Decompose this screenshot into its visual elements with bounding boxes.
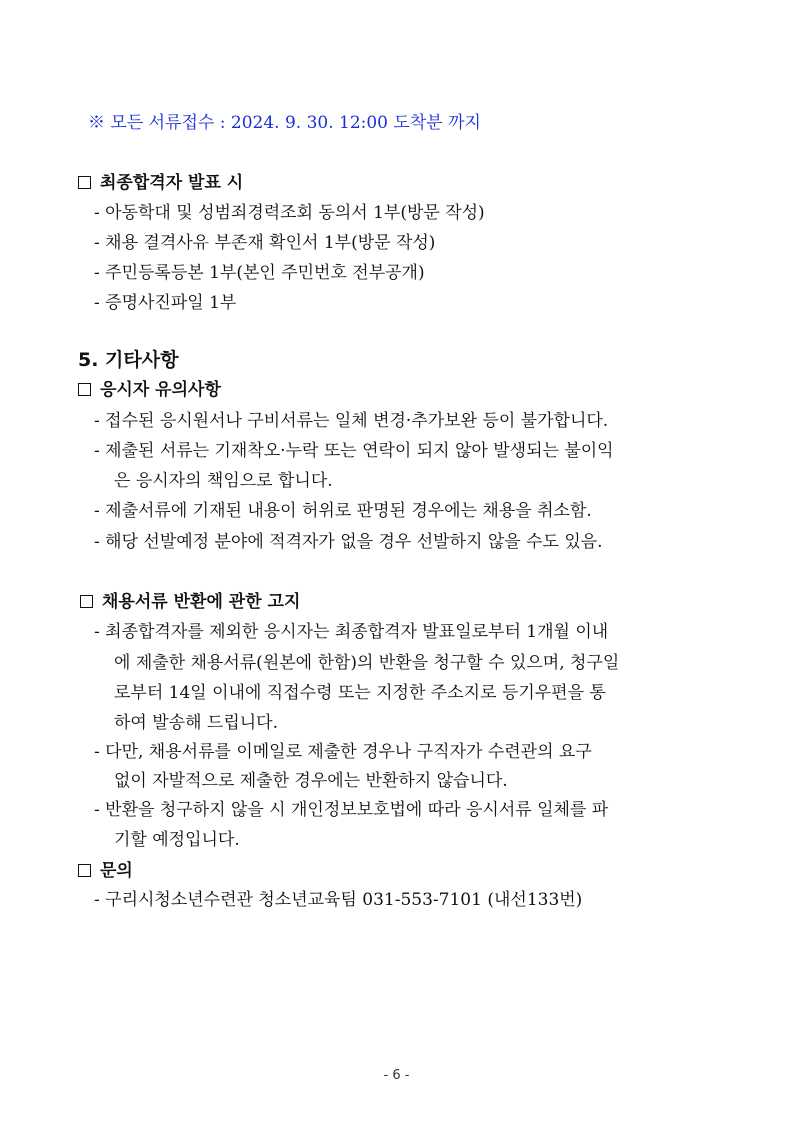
list-item: - 접수된 응시원서나 구비서류는 일체 변경·추가보완 등이 불가합니다. xyxy=(94,411,609,431)
submission-deadline-notice: ※ 모든 서류접수 : 2024. 9. 30. 12:00 도착분 까지 xyxy=(88,113,481,133)
list-item-continuation: 하여 발송해 드립니다. xyxy=(114,713,279,733)
list-item-continuation: 로부터 14일 이내에 직접수령 또는 지정한 주소지로 등기우편을 통 xyxy=(114,683,606,703)
list-item: - 다만, 채용서류를 이메일로 제출한 경우나 구직자가 수련관의 요구 xyxy=(94,742,592,762)
list-item: - 제출서류에 기재된 내용이 허위로 판명된 경우에는 채용을 취소함. xyxy=(94,501,592,521)
return-docs-heading-text: 채용서류 반환에 관한 고지 xyxy=(102,592,301,612)
list-item: - 채용 결격사유 부존재 확인서 1부(방문 작성) xyxy=(94,233,436,253)
list-item-continuation: 에 제출한 채용서류(원본에 한함)의 반환을 청구할 수 있으며, 청구일 xyxy=(114,653,620,673)
list-item-continuation: 은 응시자의 책임으로 합니다. xyxy=(114,471,333,491)
precautions-heading-text: 응시자 유의사항 xyxy=(100,380,221,400)
checkbox-square-icon xyxy=(78,864,91,877)
inquiry-heading xyxy=(78,860,133,882)
list-item-continuation: 기할 예정입니다. xyxy=(114,830,240,850)
list-item: - 제출된 서류는 기재착오·누락 또는 연락이 되지 않아 발생되는 불이익 xyxy=(94,441,614,461)
list-item: - 반환을 청구하지 않을 시 개인정보보호법에 따라 응시서류 일체를 파 xyxy=(94,800,609,820)
list-item-continuation: 없이 자발적으로 제출한 경우에는 반환하지 않습니다. xyxy=(114,771,508,791)
return-docs-heading xyxy=(80,591,300,613)
checkbox-square-icon xyxy=(78,176,91,189)
contact-info: - 구리시청소년수련관 청소년교육팀 031-553-7101 (내선133번) xyxy=(94,890,583,910)
inquiry-heading-text: 문의 xyxy=(100,861,133,881)
checkbox-square-icon xyxy=(78,383,91,396)
final-pass-heading xyxy=(78,172,243,194)
list-item: - 아동학대 및 성범죄경력조회 동의서 1부(방문 작성) xyxy=(94,203,485,223)
section-title: 5. 기타사항 xyxy=(78,349,179,371)
list-item: - 최종합격자를 제외한 응시자는 최종합격자 발표일로부터 1개월 이내 xyxy=(94,622,609,642)
list-item: - 해당 선발예정 분야에 적격자가 없을 경우 선발하지 않을 수도 있음. xyxy=(94,532,603,552)
list-item: - 주민등록등본 1부(본인 주민번호 전부공개) xyxy=(94,263,425,283)
list-item: - 증명사진파일 1부 xyxy=(94,293,237,313)
page-number: - 6 - xyxy=(383,1068,410,1083)
precautions-heading xyxy=(78,379,221,401)
checkbox-square-icon xyxy=(80,595,93,608)
final-pass-heading-text: 최종합격자 발표 시 xyxy=(100,173,244,193)
